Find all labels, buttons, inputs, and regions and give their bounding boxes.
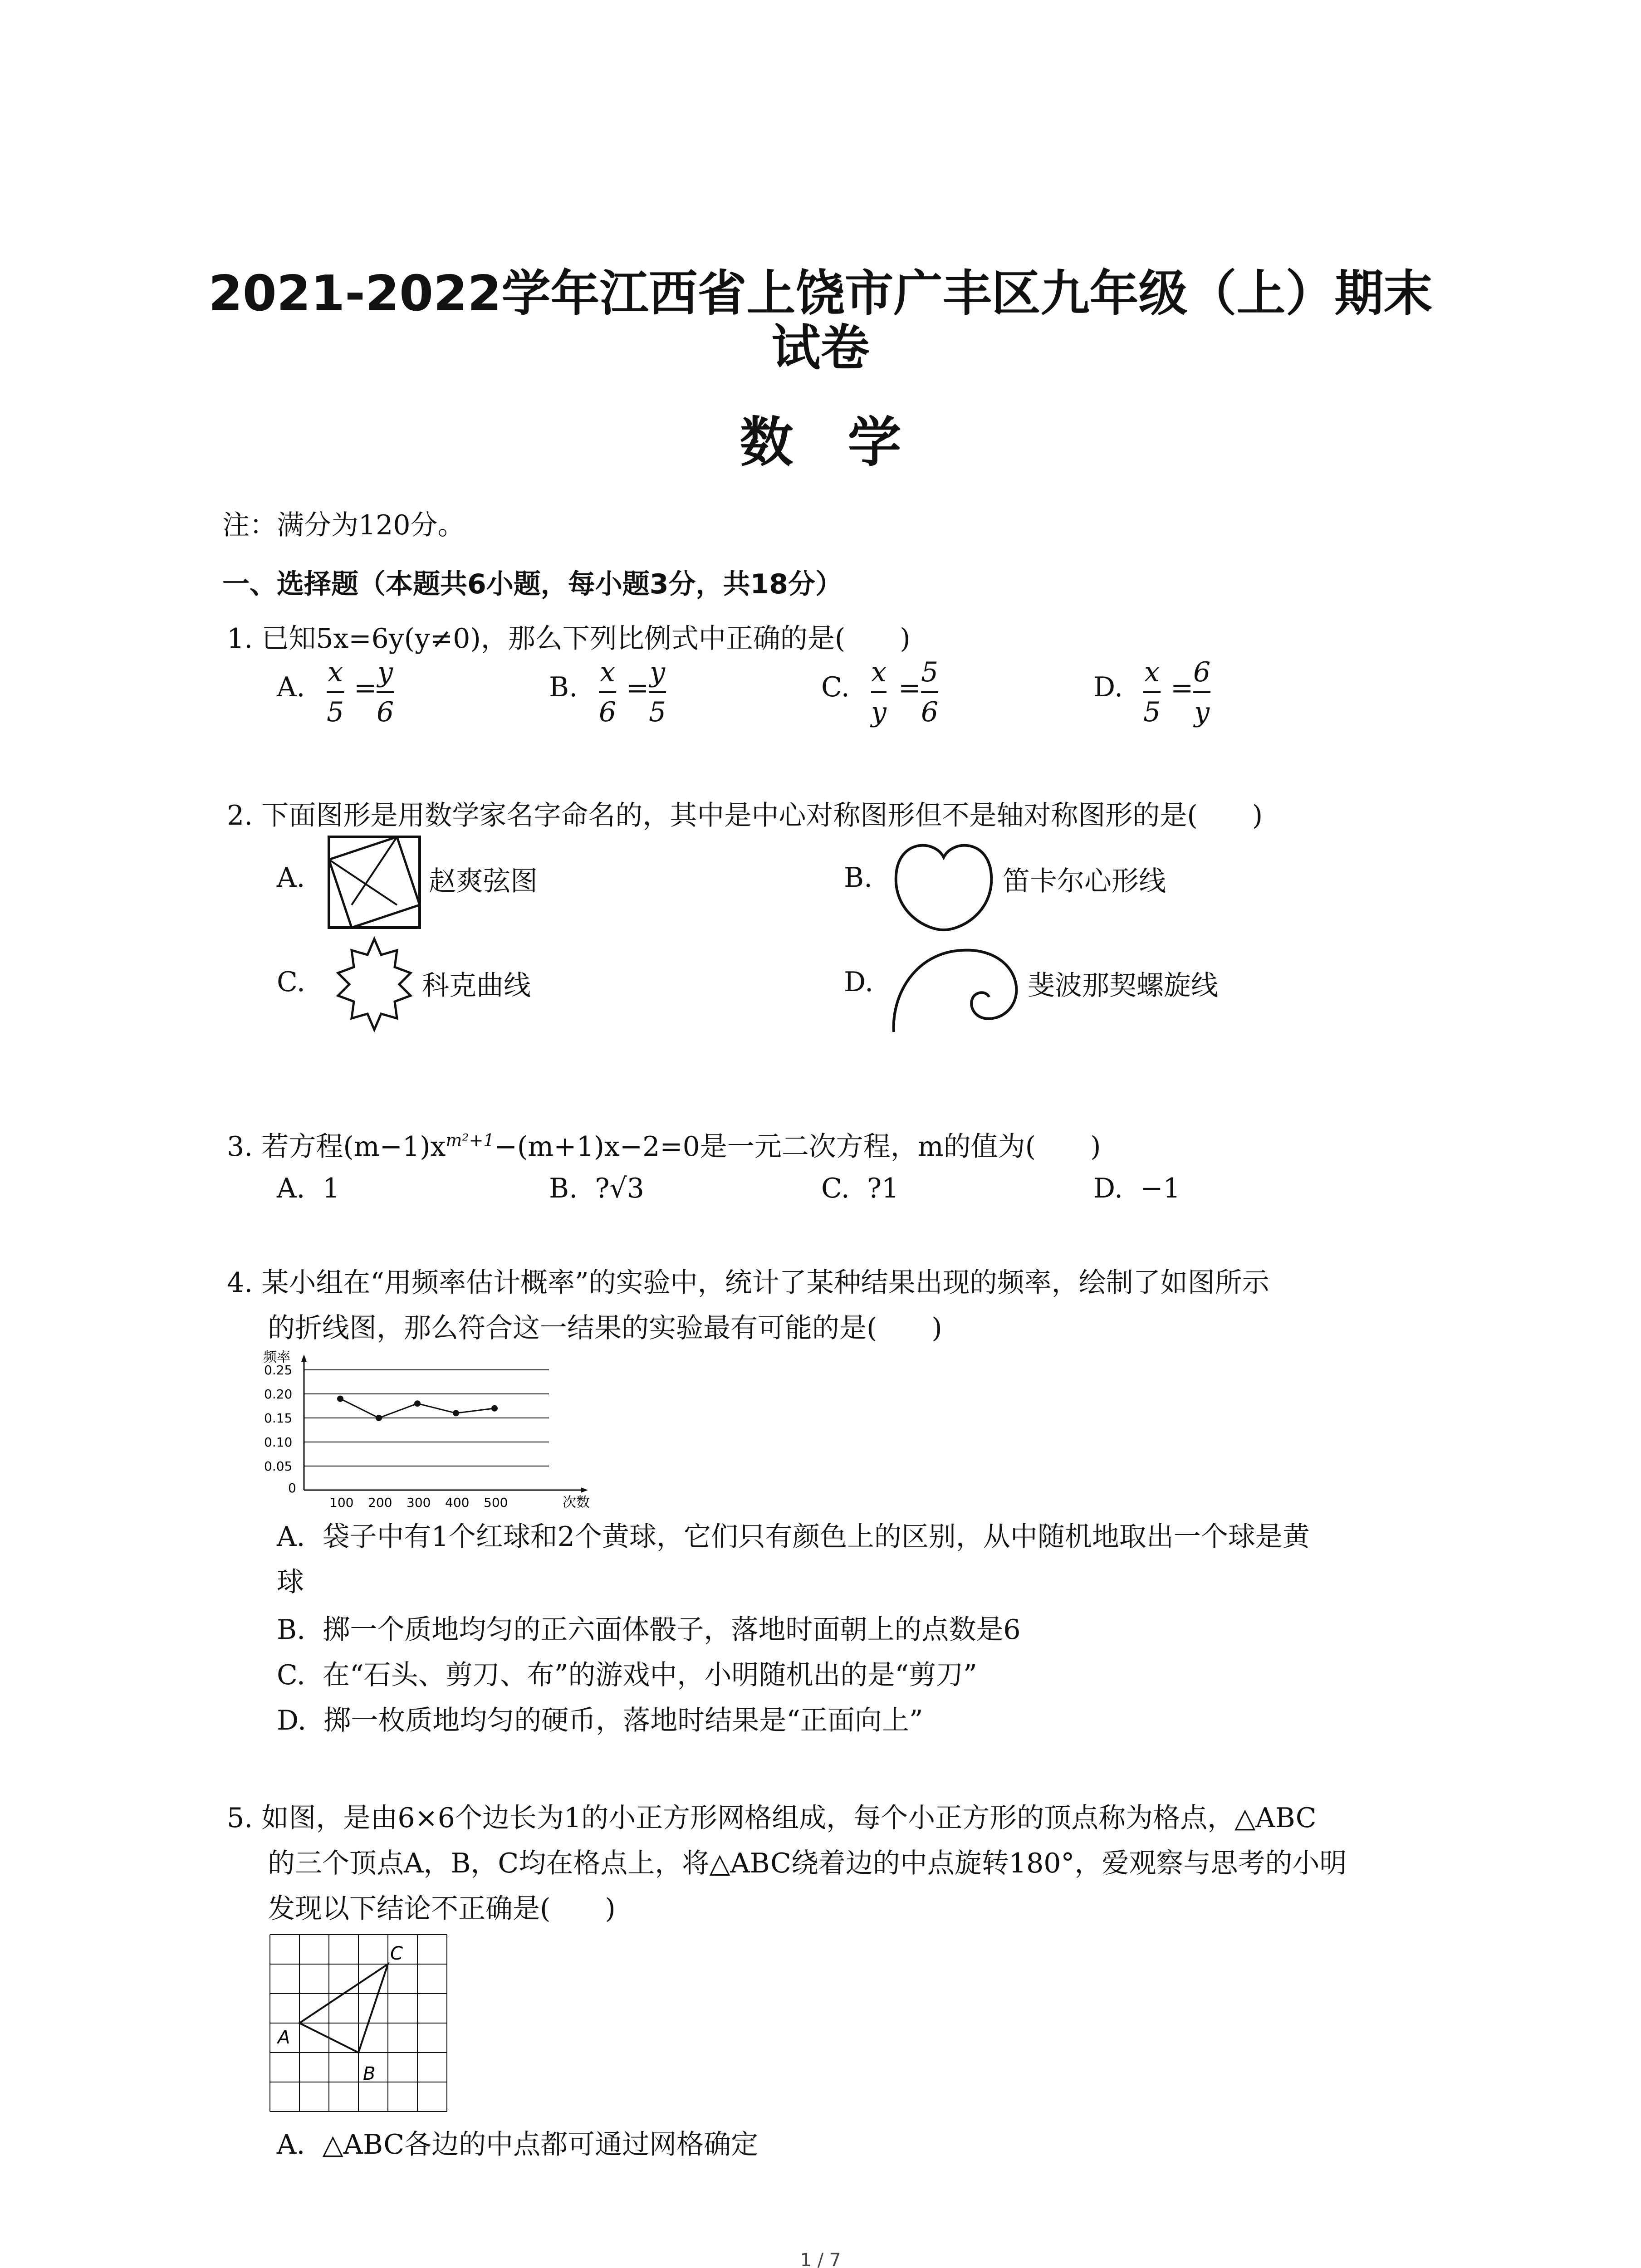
- subject-title: 数学: [740, 411, 956, 474]
- data-point: [337, 1396, 343, 1402]
- fraction-left: x y: [871, 656, 887, 728]
- q4-option-b: B. 掷一个质地均匀的正六面体骰子，落地时面朝上的点数是6: [277, 1614, 1021, 1646]
- y-tick-label: 0.25: [264, 1363, 293, 1378]
- q2-stem: 2. 下面图形是用数学家名字命名的，其中是中心对称图形但不是轴对称图形的是( ): [227, 800, 1263, 831]
- q4-option-a: A. 袋子中有1个红球和2个黄球，它们只有颜色上的区别，从中随机地取出一个球是黄: [277, 1521, 1310, 1553]
- data-point: [414, 1400, 421, 1407]
- score-note: 注：满分为120分。: [222, 509, 465, 541]
- q1-stem: 1. 已知5x=6y(y≠0)，那么下列比例式中正确的是( ): [227, 623, 911, 655]
- option-letter: A.: [277, 671, 305, 703]
- q5-option-a: A. △ABC各边的中点都可通过网格确定: [277, 2129, 759, 2160]
- x-tick-label: 100: [329, 1495, 354, 1510]
- grid-triangle-figure: [268, 1932, 454, 2118]
- fraction-right: y 6: [377, 656, 394, 728]
- origin-label: 0: [288, 1481, 296, 1496]
- q5-stem-line1: 5. 如图，是由6×6个边长为1的小正方形网格组成，每个小正方形的顶点称为格点，△ABC: [227, 1802, 1317, 1834]
- q5-stem-line2: 的三个顶点A，B，C均在格点上，将△ABC绕着边的中点旋转180°，爱观察与思考的小明: [268, 1848, 1347, 1879]
- option-letter: C.: [277, 966, 305, 998]
- fraction-right: 5 6: [921, 656, 939, 728]
- x-tick-label: 300: [407, 1495, 431, 1510]
- x-axis-arrow: [581, 1487, 588, 1493]
- page-number: 1 / 7: [800, 2250, 841, 2268]
- q3-option-d: D. −1: [1093, 1173, 1181, 1204]
- q5-stem-line3: 发现以下结论不正确是( ): [268, 1893, 616, 1925]
- option-letter: C.: [821, 671, 850, 703]
- y-tick-label: 0.05: [264, 1459, 293, 1474]
- exam-title-line2: 试卷: [771, 320, 870, 376]
- y-tick-label: 0.20: [264, 1387, 293, 1402]
- q3-stem: 3. 若方程$(m-1)x^{m^2+1}-(m+1)x-2=0$是一元二次方程，m的值为( ): [227, 1130, 1101, 1163]
- x-tick-label: 400: [445, 1495, 470, 1510]
- fibonacci-spiral-icon: [889, 943, 1025, 1034]
- data-point: [453, 1410, 459, 1416]
- x-tick-label: 200: [368, 1495, 392, 1510]
- section-heading: 一、选择题（本题共6小题，每小题3分，共18分）: [222, 568, 843, 600]
- frequency-line-chart: [263, 1347, 590, 1510]
- q3-exponent: m²+1: [446, 1130, 495, 1150]
- option-letter: D.: [1093, 671, 1123, 703]
- q2-option-c-label: 科克曲线: [422, 970, 531, 1002]
- fraction-left: x 6: [599, 656, 617, 728]
- koch-snowflake-icon: [324, 934, 424, 1034]
- y-tick-label: 0.10: [264, 1435, 293, 1450]
- zhaoshuang-diagram-icon: [327, 835, 422, 930]
- option-letter: B.: [549, 671, 578, 703]
- y-axis-label: 频率: [263, 1349, 290, 1365]
- y-axis-arrow: [301, 1354, 307, 1362]
- fraction-left: x 5: [1143, 656, 1161, 728]
- data-point: [376, 1415, 382, 1421]
- fraction-right: 6 y: [1193, 656, 1211, 728]
- fraction-right: y 5: [649, 656, 666, 728]
- q4-stem-line1: 4. 某小组在“用频率估计概率”的实验中，统计了某种结果出现的频率，绘制了如图所示: [227, 1267, 1269, 1299]
- x-tick-label: 500: [484, 1495, 508, 1510]
- vertex-c-label: C: [390, 1943, 403, 1964]
- q2-option-d-label: 斐波那契螺旋线: [1028, 970, 1218, 1002]
- triangle-abc: [299, 1964, 388, 2053]
- q3-option-c: C. ?1: [821, 1173, 899, 1204]
- q4-option-a-line2: 球: [277, 1566, 304, 1598]
- q4-stem-line2: 的折线图，那么符合这一结果的实验最有可能的是( ): [268, 1312, 942, 1344]
- vertex-a-label: A: [278, 2027, 290, 2048]
- y-tick-label: 0.15: [264, 1411, 293, 1426]
- q2-option-b-label: 笛卡尔心形线: [1003, 865, 1166, 897]
- chart-grid: [304, 1370, 549, 1466]
- cardioid-icon: [889, 835, 998, 934]
- option-letter: B.: [844, 862, 873, 894]
- q2-option-a-label: 赵爽弦图: [429, 865, 538, 897]
- q3-option-b: B. ?√3: [549, 1173, 644, 1204]
- q4-option-d: D. 掷一枚质地均匀的硬币，落地时结果是“正面向上”: [277, 1705, 923, 1736]
- q3-option-a: A. 1: [277, 1173, 340, 1204]
- option-letter: A.: [277, 862, 305, 894]
- exam-title-line1: 2021-2022学年江西省上饶市广丰区九年级（上）期末: [208, 265, 1433, 322]
- option-letter: D.: [844, 966, 874, 998]
- data-point: [491, 1405, 498, 1412]
- q4-option-c: C. 在“石头、剪刀、布”的游戏中，小明随机出的是“剪刀”: [277, 1659, 977, 1691]
- vertex-b-label: B: [363, 2063, 376, 2084]
- x-axis-label: 次数: [563, 1495, 590, 1510]
- fraction-left: x 5: [327, 656, 344, 728]
